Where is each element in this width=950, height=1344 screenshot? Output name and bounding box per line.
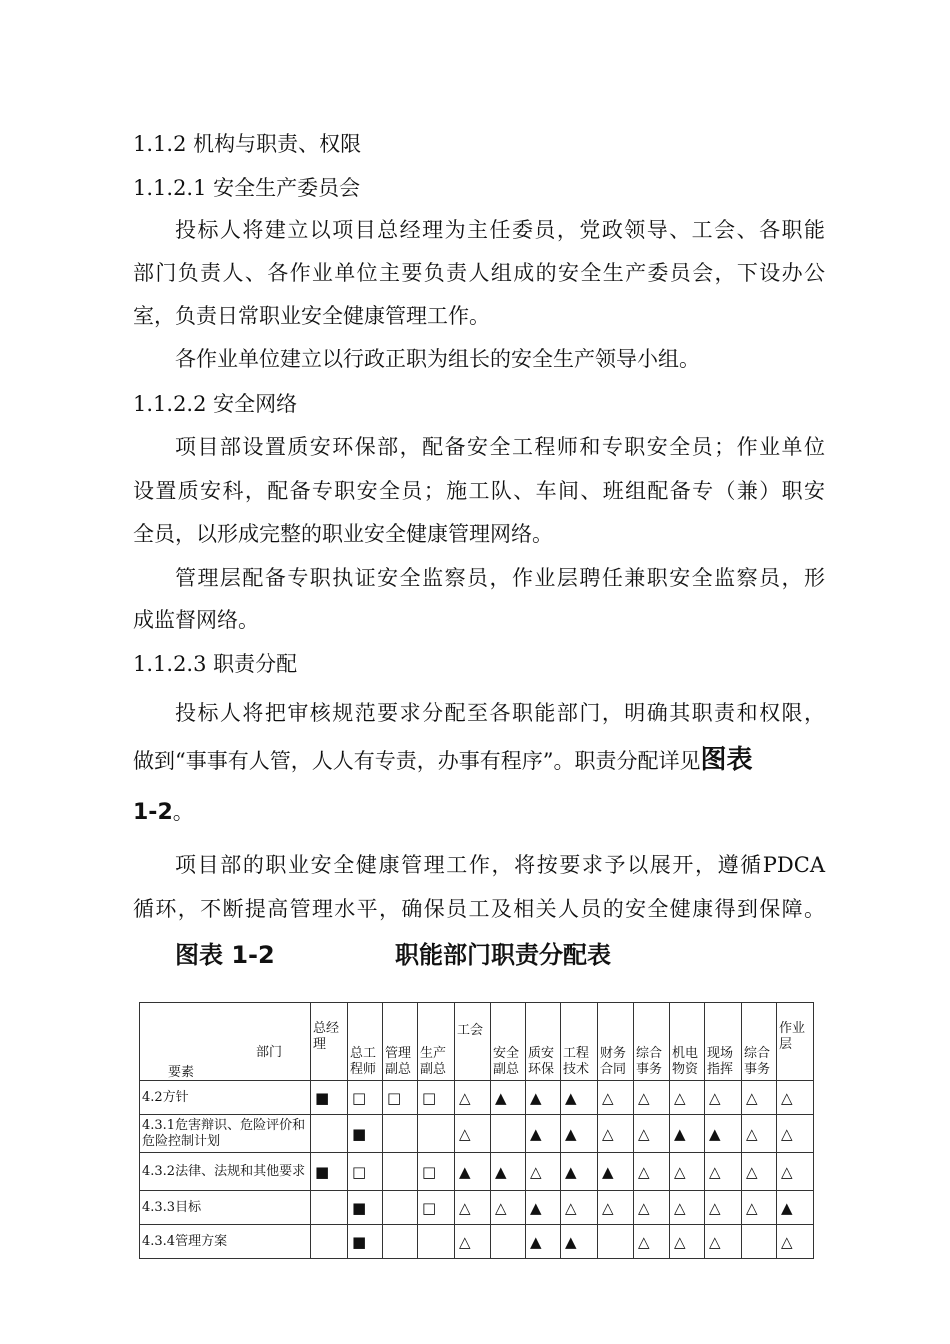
- column-header: 总工程师: [348, 1003, 383, 1081]
- responsibility-cell: △: [526, 1153, 561, 1191]
- paragraph-line: 成监督网络。: [133, 608, 259, 632]
- responsibility-cell: △: [634, 1115, 670, 1153]
- corner-dept-label: 部门: [255, 1044, 282, 1060]
- paragraph-line: 部门负责人、各作业单位主要负责人组成的安全生产委员会，下设办公: [133, 261, 825, 285]
- responsibility-cell: △: [742, 1153, 777, 1191]
- responsibility-cell: [311, 1115, 348, 1153]
- column-header: 综合事务: [742, 1003, 777, 1081]
- responsibility-cell: △: [598, 1191, 634, 1225]
- paragraph-line: [133, 797, 194, 828]
- responsibility-cell: □: [348, 1153, 383, 1191]
- table-row: [140, 1191, 814, 1225]
- column-header: 机电物资: [670, 1003, 705, 1081]
- responsibility-cell: ▲: [777, 1191, 814, 1225]
- element-cell: 4.3.4管理方案: [140, 1225, 311, 1259]
- table-header-row: [140, 1003, 814, 1081]
- responsibility-cell: △: [598, 1115, 634, 1153]
- table-row: [140, 1081, 814, 1115]
- responsibility-cell: ■: [348, 1225, 383, 1259]
- responsibility-cell: △: [455, 1191, 491, 1225]
- responsibility-cell: ▲: [455, 1153, 491, 1191]
- responsibility-cell: △: [455, 1115, 491, 1153]
- paragraph-text: 做到“事事有人管，人人有专责，办事有程序”。职责分配详见: [133, 749, 701, 773]
- responsibility-cell: △: [491, 1191, 526, 1225]
- column-header: 总经理: [311, 1003, 348, 1081]
- responsibility-cell: ▲: [491, 1153, 526, 1191]
- responsibility-cell: ■: [348, 1191, 383, 1225]
- responsibility-cell: ▲: [561, 1225, 598, 1259]
- responsibility-cell: [598, 1225, 634, 1259]
- responsibility-cell: △: [670, 1191, 705, 1225]
- table-corner-cell: [140, 1003, 311, 1081]
- column-header: 综合事务: [634, 1003, 670, 1081]
- responsibility-cell: [383, 1191, 418, 1225]
- element-cell: 4.3.3目标: [140, 1191, 311, 1225]
- responsibility-cell: [383, 1115, 418, 1153]
- responsibility-cell: [383, 1225, 418, 1259]
- paragraph-line: 各作业单位建立以行政正职为组长的安全生产领导小组。: [175, 347, 700, 371]
- responsibility-cell: △: [455, 1225, 491, 1259]
- responsibility-cell: △: [561, 1191, 598, 1225]
- element-cell: 4.2方针: [140, 1081, 311, 1115]
- table-row: [140, 1153, 814, 1191]
- paragraph-line: 投标人将建立以项目总经理为主任委员，党政领导、工会、各职能: [175, 218, 825, 242]
- figure-title: 职能部门职责分配表: [395, 941, 611, 969]
- responsibility-cell: ▲: [526, 1115, 561, 1153]
- responsibility-cell: ▲: [526, 1081, 561, 1115]
- paragraph-line: 设置质安科，配备专职安全员；施工队、车间、班组配备专（兼）职安: [133, 479, 825, 503]
- responsibility-cell: △: [634, 1191, 670, 1225]
- responsibility-cell: □: [348, 1081, 383, 1115]
- responsibility-cell: □: [418, 1191, 455, 1225]
- responsibility-cell: △: [742, 1081, 777, 1115]
- responsibility-cell: □: [418, 1153, 455, 1191]
- responsibility-cell: △: [670, 1153, 705, 1191]
- responsibility-cell: ▲: [670, 1115, 705, 1153]
- column-header: 作业层: [777, 1003, 814, 1081]
- table-row: [140, 1115, 814, 1153]
- responsibility-cell: △: [670, 1225, 705, 1259]
- responsibility-cell: ■: [348, 1115, 383, 1153]
- paragraph-line: [133, 745, 825, 776]
- paragraph-line: 投标人将把审核规范要求分配至各职能部门，明确其职责和权限，: [175, 701, 825, 725]
- column-header: 生产副总: [418, 1003, 455, 1081]
- responsibility-cell: △: [742, 1191, 777, 1225]
- paragraph-line: 全员，以形成完整的职业安全健康管理网络。: [133, 522, 553, 546]
- responsibility-cell: △: [670, 1081, 705, 1115]
- responsibility-cell: △: [777, 1225, 814, 1259]
- figure-reference-number: 1-2: [133, 800, 173, 825]
- responsibility-cell: △: [455, 1081, 491, 1115]
- responsibility-cell: △: [742, 1115, 777, 1153]
- responsibility-cell: [491, 1115, 526, 1153]
- heading-1-1-2: 1.1.2 机构与职责、权限: [133, 132, 362, 156]
- responsibility-cell: [742, 1225, 777, 1259]
- column-header: 管理副总: [383, 1003, 418, 1081]
- responsibility-cell: ■: [311, 1081, 348, 1115]
- responsibility-cell: □: [418, 1081, 455, 1115]
- paragraph-line: 项目部的职业安全健康管理工作，将按要求予以展开，遵循PDCA: [175, 853, 825, 877]
- responsibility-cell: △: [705, 1081, 742, 1115]
- responsibility-cell: ▲: [598, 1153, 634, 1191]
- paragraph-text: 。: [172, 800, 194, 824]
- responsibility-cell: △: [634, 1153, 670, 1191]
- responsibility-cell: [383, 1153, 418, 1191]
- responsibility-cell: [311, 1225, 348, 1259]
- figure-reference: 图表: [700, 745, 753, 775]
- responsibility-cell: △: [777, 1081, 814, 1115]
- heading-1-1-2-1: 1.1.2.1 安全生产委员会: [133, 176, 361, 200]
- responsibility-cell: △: [634, 1225, 670, 1259]
- responsibility-cell: □: [383, 1081, 418, 1115]
- responsibility-cell: ▲: [705, 1115, 742, 1153]
- figure-label: 图表 1-2: [175, 941, 275, 969]
- responsibility-cell: [418, 1225, 455, 1259]
- column-header: 财务合同: [598, 1003, 634, 1081]
- responsibility-cell: ▲: [561, 1081, 598, 1115]
- column-header: 工会: [455, 1003, 491, 1081]
- responsibility-cell: ▲: [561, 1115, 598, 1153]
- responsibility-cell: △: [705, 1153, 742, 1191]
- responsibility-cell: △: [634, 1081, 670, 1115]
- responsibility-table: [139, 1002, 814, 1259]
- column-header: 安全副总: [491, 1003, 526, 1081]
- element-cell: 4.3.1危害辩识、危险评价和危险控制计划: [140, 1115, 311, 1153]
- responsibility-cell: ■: [311, 1153, 348, 1191]
- paragraph-line: 管理层配备专职执证安全监察员，作业层聘任兼职安全监察员，形: [175, 566, 825, 590]
- responsibility-cell: ▲: [526, 1225, 561, 1259]
- responsibility-cell: ▲: [526, 1191, 561, 1225]
- table-row: [140, 1225, 814, 1259]
- paragraph-line: 室，负责日常职业安全健康管理工作。: [133, 304, 490, 328]
- paragraph-line: 项目部设置质安环保部，配备安全工程师和专职安全员；作业单位: [175, 435, 825, 459]
- responsibility-cell: ▲: [491, 1081, 526, 1115]
- heading-1-1-2-2: 1.1.2.2 安全网络: [133, 392, 298, 416]
- element-cell: 4.3.2法律、法规和其他要求: [140, 1153, 311, 1191]
- responsibility-cell: [311, 1191, 348, 1225]
- responsibility-cell: △: [777, 1115, 814, 1153]
- responsibility-cell: △: [705, 1225, 742, 1259]
- responsibility-cell: [491, 1225, 526, 1259]
- column-header: 质安环保: [526, 1003, 561, 1081]
- column-header: 工程技术: [561, 1003, 598, 1081]
- responsibility-cell: △: [705, 1191, 742, 1225]
- responsibility-cell: [418, 1115, 455, 1153]
- corner-element-label: 要素: [168, 1064, 195, 1080]
- heading-1-1-2-3: 1.1.2.3 职责分配: [133, 652, 298, 676]
- responsibility-cell: △: [598, 1081, 634, 1115]
- responsibility-cell: △: [777, 1153, 814, 1191]
- responsibility-cell: ▲: [561, 1153, 598, 1191]
- paragraph-line: 循环，不断提高管理水平，确保员工及相关人员的安全健康得到保障。: [133, 897, 825, 921]
- column-header: 现场指挥: [705, 1003, 742, 1081]
